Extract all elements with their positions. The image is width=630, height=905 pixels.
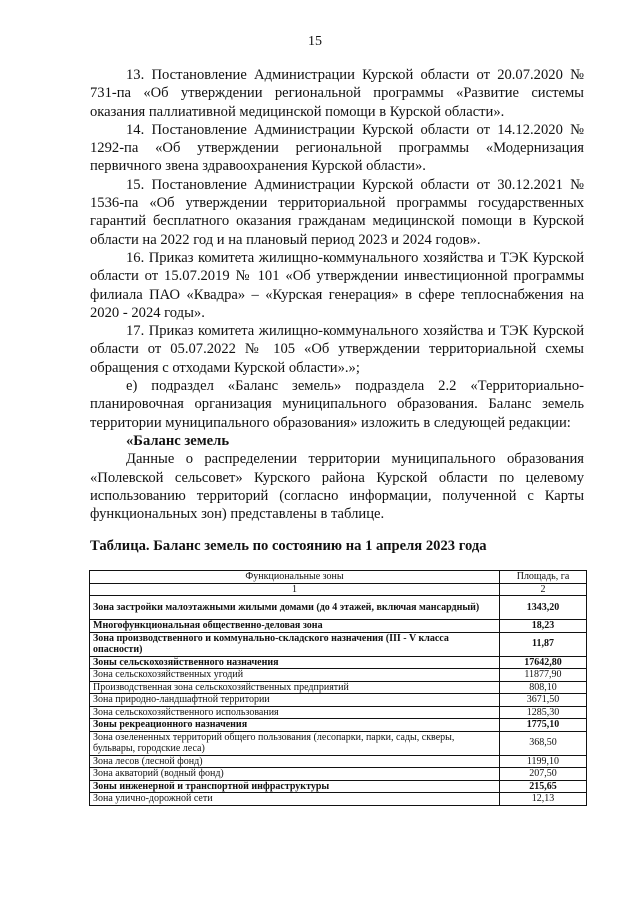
zone-area: 368,50 [500,731,587,755]
zone-name: Зона озелененных территорий общего пользования (лесопарки, парки, сады, скверы, бульвары, городские леса) [90,731,500,755]
table-row [90,669,587,682]
zone-area: 1775,10 [500,719,587,732]
zone-area: 1343,20 [500,596,587,620]
zone-name: Зона акваторий (водный фонд) [90,768,500,781]
paragraph-17: 17. Приказ комитета жилищно-коммунального хозяйства и ТЭК Курской области от 05.07.2022 № 105 «Об утверждении территориальной схемы обращения с отходами Курской области».»; [90,323,584,376]
land-balance-table [89,570,587,806]
paragraph-e: е) подраздел «Баланс земель» подраздела 2.2 «Территориально-планировочная организация муниципального образования. Баланс земель территории муниципального образования» изложить в следующей редакции: [90,378,584,431]
column-number-1: 1 [90,583,500,596]
zone-name: Зона сельскохозяйственных угодий [90,669,500,682]
zone-name: Производственная зона сельскохозяйственных предприятий [90,681,500,694]
zone-name: Зона лесов (лесной фонд) [90,755,500,768]
column-number-2: 2 [500,583,587,596]
zone-name: Зона застройки малоэтажными жилыми домами (до 4 этажей, включая мансардный) [90,596,500,620]
zone-area: 1285,30 [500,706,587,719]
zone-name: Зона производственного и коммунально-складского назначения (III - V класса опасности) [90,632,500,656]
zone-name: Зона улично-дорожной сети [90,793,500,806]
zone-area: 12,13 [500,793,587,806]
zone-area: 11877,90 [500,669,587,682]
table-row [90,780,587,793]
table-row [90,694,587,707]
paragraph-16: 16. Приказ комитета жилищно-коммунального хозяйства и ТЭК Курской области от 15.07.2019 № 101 «Об утверждении инвестиционной программы филиала ПАО «Квадра» – «Курская генерация» в сфере теплоснабжения на 2020 - 2024 годы». [90,249,584,321]
zone-area: 17642,80 [500,656,587,669]
table-row [90,755,587,768]
header-area: Площадь, га [500,571,587,584]
zone-area: 215,65 [500,780,587,793]
section-heading: «Баланс земель [126,432,230,449]
paragraph-14: 14. Постановление Администрации Курской области от 14.12.2020 № 1292-па «Об утверждении региональной программы «Модернизация первичного звена здравоохранения Курской области». [90,121,584,175]
table-row [90,731,587,755]
table-row [90,768,587,781]
zone-name: Зона природно-ландшафтной территории [90,694,500,707]
zone-area: 207,50 [500,768,587,781]
table-row [90,706,587,719]
table-row [90,632,587,656]
zone-area: 808,10 [500,681,587,694]
zone-name: Многофункциональная общественно-деловая зона [90,620,500,633]
zone-area: 18,23 [500,620,587,633]
table-column-number-row [90,583,587,596]
table-row [90,681,587,694]
zone-area: 1199,10 [500,755,587,768]
paragraph-15: 15. Постановление Администрации Курской области от 30.12.2021 № 1536-па «Об утверждении территориальной программы государственных гарантий бесплатного оказания гражданам медицинской помощи в Курской области на 2022 год и на плановый период 2023 и 2024 годов». [90,176,584,248]
zone-name: Зона сельскохозяйственного использования [90,706,500,719]
zone-area: 3671,50 [500,694,587,707]
body-text [90,66,584,523]
zone-name: Зоны рекреационного назначения [90,719,500,732]
zone-name: Зоны сельскохозяйственного назначения [90,656,500,669]
table-header-row [90,571,587,584]
zone-name: Зоны инженерной и транспортной инфраструктуры [90,780,500,793]
table-row [90,793,587,806]
table-row [90,719,587,732]
zone-area: 11,87 [500,632,587,656]
page-number: 15 [308,34,322,49]
table-row [90,596,587,620]
paragraph-13: 13. Постановление Администрации Курской области от 20.07.2020 № 731-па «Об утверждении региональной программы «Развитие системы оказания паллиативной медицинской помощи в Курской области». [90,67,584,120]
table-row [90,656,587,669]
header-zones: Функциональные зоны [90,571,500,584]
table-row [90,620,587,633]
paragraph-balance: Данные о распределении территории муниципального образования «Полевской сельсовет» Курского района Курской области по целевому использованию территорий (согласно информации, полученной с Карты функциональных зон) представлены в таблице. [90,451,584,523]
table-title: Таблица. Баланс земель по состоянию на 1 апреля 2023 года [90,538,487,554]
